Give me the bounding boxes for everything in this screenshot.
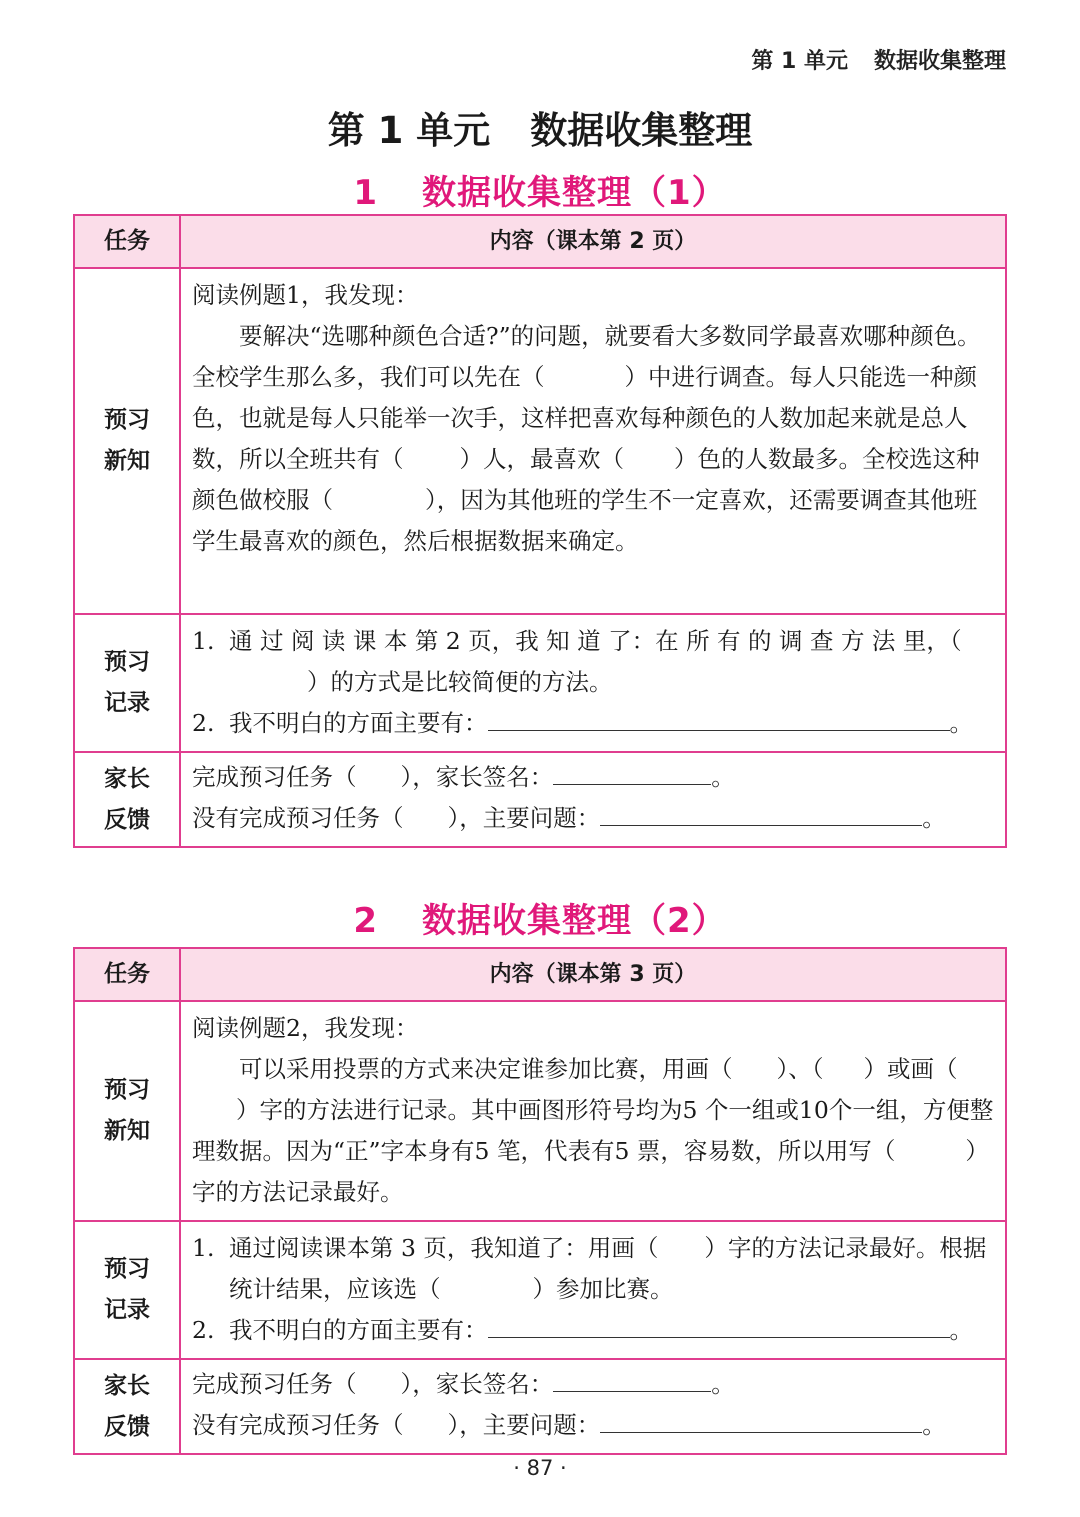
running-header-unit: 第 1 单元 — [751, 49, 848, 74]
lesson-2-table — [73, 947, 1007, 1455]
period: 。 — [711, 1370, 735, 1398]
preview-text: ）中进行调查。每人只能选一种颜色，也就是每人只能举一次手，这样把喜欢每种颜色的人数加起来就是总人数，所以全班共有（ — [192, 363, 977, 473]
feedback-line-2 — [192, 1405, 995, 1446]
preview-content — [180, 268, 1006, 614]
preview-text: ）或画（ — [863, 1055, 958, 1083]
preview-label — [74, 268, 180, 614]
feedback-text: ），主要问题： — [447, 804, 601, 832]
unit-title-topic: 数据收集整理 — [530, 109, 753, 152]
record-label-line1: 预习 — [104, 1256, 150, 1282]
preview-intro: 阅读例题2，我发现： — [192, 1014, 419, 1042]
preview-text: ）、（ — [776, 1055, 824, 1083]
feedback-text: ），家长签名： — [400, 1370, 554, 1398]
feedback-line-2 — [192, 798, 995, 839]
preview-label-line2: 新知 — [104, 1118, 150, 1144]
feedback-line-1 — [192, 757, 995, 798]
unit-title — [0, 100, 1080, 154]
period: 。 — [949, 709, 973, 737]
item-number: 1. — [192, 627, 215, 655]
record-item-1 — [192, 1228, 995, 1310]
preview-label-line2: 新知 — [104, 448, 150, 474]
header-task: 任务 — [74, 948, 180, 1001]
preview-text: ）字的方法记录最好。 — [192, 1137, 989, 1206]
running-header-topic: 数据收集整理 — [873, 49, 1006, 74]
problem-line[interactable] — [600, 799, 922, 826]
record-text: 我不明白的方面主要有： — [229, 709, 488, 737]
feedback-label-line2: 反馈 — [104, 1413, 150, 1440]
preview-text: ）色的人数最多。全校选这种颜色做校服（ — [192, 445, 980, 514]
preview-text: ）人，最喜欢（ — [459, 445, 624, 473]
preview-label — [74, 1001, 180, 1221]
record-item-2 — [192, 1310, 995, 1351]
record-item-1 — [192, 621, 995, 703]
record-text: 通 过 阅 读 课 本 第 2 页，我 知 道 了：在 所 有 的 调 查 方 法 里，（ — [229, 627, 962, 655]
feedback-label — [74, 752, 180, 847]
lesson-1-table — [73, 214, 1007, 848]
record-content — [180, 614, 1006, 752]
feedback-text: 完成预习任务（ — [192, 763, 357, 791]
lesson-2-title — [0, 893, 1080, 942]
feedback-content — [180, 1359, 1006, 1454]
answer-line[interactable] — [488, 704, 950, 731]
feedback-text: ），家长签名： — [400, 763, 554, 791]
item-number: 2. — [192, 1316, 215, 1344]
period: 。 — [949, 1316, 973, 1344]
preview-text: ）字的方法进行记录。其中画图形符号均为5 个一组或10个一组，方便整理数据。因为“正”字本身有5 笔，代表有5 票，容易数，所以用写（ — [192, 1096, 994, 1165]
record-label — [74, 1221, 180, 1359]
feedback-text: ），主要问题： — [447, 1411, 601, 1439]
unit-title-unit: 第 1 单元 — [327, 109, 491, 152]
preview-text: ），因为其他班的学生不一定喜欢，还需要调查其他班学生最喜欢的颜色，然后根据数据来确定。 — [192, 486, 978, 555]
record-text: ）的方式是比较简便的方法。 — [307, 668, 613, 696]
record-label-line1: 预习 — [104, 649, 150, 675]
period: 。 — [922, 1411, 946, 1439]
preview-label-line1: 预习 — [104, 1077, 150, 1103]
header-content: 内容（课本第 3 页） — [180, 948, 1006, 1001]
record-text: ）参加比赛。 — [532, 1275, 674, 1303]
answer-line[interactable] — [488, 1311, 950, 1338]
preview-intro: 阅读例题1，我发现： — [192, 281, 419, 309]
record-text: ）字的方法记录最好。根据统计结果，应该选（ — [229, 1234, 987, 1303]
header-task: 任务 — [74, 215, 180, 268]
feedback-content — [180, 752, 1006, 847]
record-content — [180, 1221, 1006, 1359]
feedback-text: 没有完成预习任务（ — [192, 1411, 404, 1439]
preview-text: 要解决“选哪种颜色合适?”的问题，就要看大多数同学最喜欢哪种颜色。全校学生那么多，我们可以先在（ — [192, 322, 981, 391]
lesson-1-title-text: 数据收集整理（1） — [422, 173, 727, 213]
feedback-text: 没有完成预习任务（ — [192, 804, 404, 832]
signature-line[interactable] — [553, 1365, 711, 1392]
feedback-label-line1: 家长 — [104, 1372, 150, 1399]
running-header — [751, 44, 1006, 75]
feedback-text: 完成预习任务（ — [192, 1370, 357, 1398]
record-label — [74, 614, 180, 752]
lesson-1-number: 1 — [353, 173, 378, 213]
page-number: · 87 · — [513, 1456, 567, 1480]
item-number: 2. — [192, 709, 215, 737]
record-text: 我不明白的方面主要有： — [229, 1316, 488, 1344]
lesson-2-number: 2 — [353, 901, 378, 941]
record-item-2 — [192, 703, 995, 744]
record-label-line2: 记录 — [104, 690, 150, 716]
feedback-label — [74, 1359, 180, 1454]
lesson-1-title — [0, 165, 1080, 214]
feedback-label-line1: 家长 — [104, 765, 150, 792]
problem-line[interactable] — [600, 1406, 922, 1433]
preview-content — [180, 1001, 1006, 1221]
preview-text: 可以采用投票的方式来决定谁参加比赛，用画（ — [239, 1055, 733, 1083]
record-label-line2: 记录 — [104, 1297, 150, 1323]
period: 。 — [711, 763, 735, 791]
lesson-2-title-text: 数据收集整理（2） — [422, 901, 727, 941]
feedback-line-1 — [192, 1364, 995, 1405]
header-content: 内容（课本第 2 页） — [180, 215, 1006, 268]
period: 。 — [922, 804, 946, 832]
preview-label-line1: 预习 — [104, 407, 150, 433]
record-text: 通过阅读课本第 3 页，我知道了：用画（ — [229, 1234, 659, 1262]
signature-line[interactable] — [553, 758, 711, 785]
preview-paragraph — [192, 316, 995, 562]
item-number: 1. — [192, 1234, 215, 1262]
preview-paragraph — [192, 1049, 995, 1213]
feedback-label-line2: 反馈 — [104, 806, 150, 833]
